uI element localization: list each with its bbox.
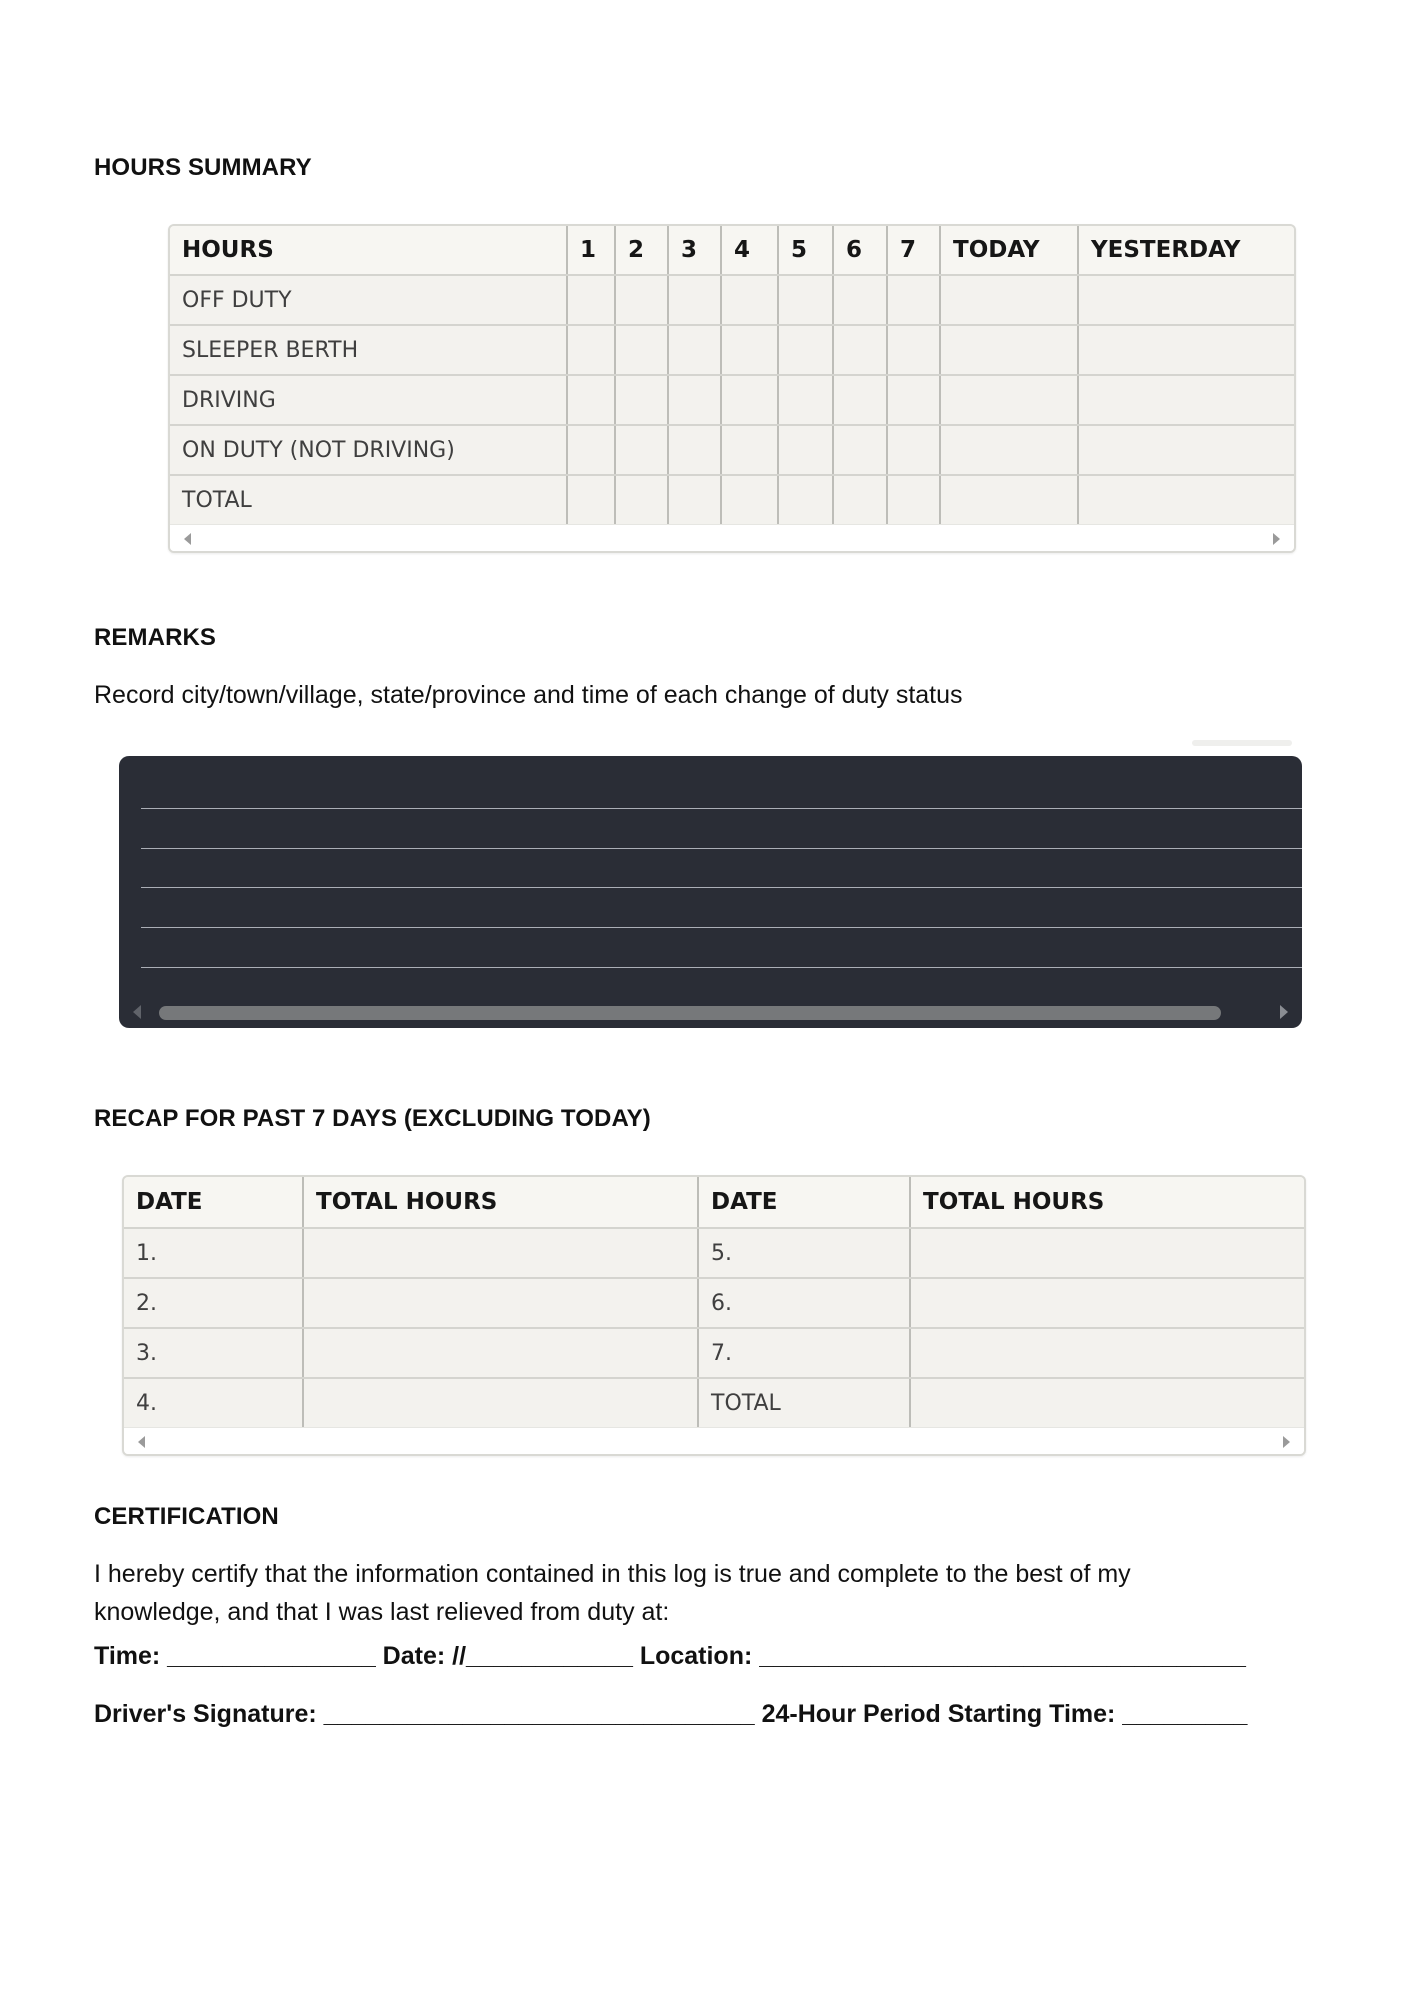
column-header: YESTERDAY	[1078, 226, 1294, 275]
remarks-title: REMARKS	[94, 624, 217, 651]
table-cell[interactable]	[887, 325, 940, 375]
table-cell[interactable]	[940, 375, 1078, 425]
remarks-line	[141, 927, 1302, 928]
hours-summary-title: HOURS SUMMARY	[94, 154, 312, 181]
table-cell[interactable]	[721, 375, 778, 425]
table-cell[interactable]	[615, 375, 668, 425]
table-cell[interactable]	[668, 475, 721, 524]
recap-header-row	[124, 1177, 1304, 1228]
table-row	[170, 375, 1294, 425]
date-label: 1.	[124, 1228, 303, 1278]
total-hours-cell[interactable]	[910, 1228, 1304, 1278]
table-row	[170, 325, 1294, 375]
table-cell[interactable]	[833, 475, 887, 524]
table-cell[interactable]	[833, 425, 887, 475]
column-header: TOTAL HOURS	[910, 1177, 1304, 1228]
table-cell[interactable]	[940, 425, 1078, 475]
table-cell[interactable]	[1078, 375, 1294, 425]
table-cell[interactable]	[567, 275, 615, 325]
column-header: 3	[668, 226, 721, 275]
table-row	[124, 1278, 1304, 1328]
date-label: 6.	[698, 1278, 910, 1328]
column-header: 1	[567, 226, 615, 275]
table-cell[interactable]	[668, 425, 721, 475]
total-hours-cell[interactable]	[910, 1378, 1304, 1427]
scroll-left-icon[interactable]	[133, 1005, 141, 1019]
table-cell[interactable]	[778, 325, 833, 375]
total-hours-cell[interactable]	[303, 1328, 698, 1378]
table-cell[interactable]	[778, 425, 833, 475]
scroll-right-icon[interactable]	[1273, 533, 1280, 545]
total-hours-cell[interactable]	[303, 1278, 698, 1328]
table-cell[interactable]	[778, 475, 833, 524]
table-cell[interactable]	[833, 375, 887, 425]
date-label: 5.	[698, 1228, 910, 1278]
table-row	[124, 1328, 1304, 1378]
column-header: 7	[887, 226, 940, 275]
table-cell[interactable]	[1078, 325, 1294, 375]
table-cell[interactable]	[940, 325, 1078, 375]
hours-header-row	[170, 226, 1294, 275]
row-label: DRIVING	[170, 375, 567, 425]
row-label: ON DUTY (NOT DRIVING)	[170, 425, 567, 475]
table-cell[interactable]	[668, 325, 721, 375]
table-row	[124, 1378, 1304, 1427]
recap-table	[124, 1177, 1304, 1427]
signature-start-time-line[interactable]: Driver's Signature: _______________________________ 24-Hour Period Starting Time: _________	[94, 1700, 1248, 1728]
table-cell[interactable]	[721, 325, 778, 375]
remarks-line	[141, 887, 1302, 888]
date-label: 7.	[698, 1328, 910, 1378]
hours-summary-table	[170, 226, 1294, 524]
table-cell[interactable]	[778, 375, 833, 425]
column-header: 2	[615, 226, 668, 275]
table-cell[interactable]	[1078, 475, 1294, 524]
horizontal-scrollbar[interactable]	[170, 524, 1294, 551]
table-cell[interactable]	[1078, 275, 1294, 325]
date-label: 2.	[124, 1278, 303, 1328]
date-label: TOTAL	[698, 1378, 910, 1427]
hours-summary-table-container	[168, 224, 1296, 553]
column-header: 5	[778, 226, 833, 275]
column-header: TODAY	[940, 226, 1078, 275]
scroll-left-icon[interactable]	[184, 533, 191, 545]
table-cell[interactable]	[887, 425, 940, 475]
table-cell[interactable]	[615, 475, 668, 524]
table-cell[interactable]	[1078, 425, 1294, 475]
remarks-line	[141, 967, 1302, 968]
row-label: TOTAL	[170, 475, 567, 524]
column-header: HOURS	[170, 226, 567, 275]
total-hours-cell[interactable]	[910, 1278, 1304, 1328]
table-cell[interactable]	[833, 325, 887, 375]
column-header: DATE	[698, 1177, 910, 1228]
table-row	[170, 425, 1294, 475]
table-cell[interactable]	[721, 425, 778, 475]
recap-title: RECAP FOR PAST 7 DAYS (EXCLUDING TODAY)	[94, 1105, 651, 1132]
table-cell[interactable]	[940, 475, 1078, 524]
table-cell[interactable]	[668, 375, 721, 425]
table-cell[interactable]	[567, 425, 615, 475]
row-label: OFF DUTY	[170, 275, 567, 325]
certification-title: CERTIFICATION	[94, 1503, 279, 1530]
table-cell[interactable]	[778, 275, 833, 325]
table-cell[interactable]	[721, 275, 778, 325]
table-cell[interactable]	[833, 275, 887, 325]
remarks-line	[141, 848, 1302, 849]
scroll-left-icon[interactable]	[138, 1436, 145, 1448]
scroll-right-icon[interactable]	[1280, 1005, 1288, 1019]
time-date-location-line[interactable]: Time: _______________ Date: //____________ Location: ___________________________________	[94, 1642, 1246, 1670]
table-cell[interactable]	[567, 475, 615, 524]
scrollbar-thumb[interactable]	[159, 1006, 1221, 1020]
table-cell[interactable]	[887, 375, 940, 425]
table-row	[170, 475, 1294, 524]
column-header: 6	[833, 226, 887, 275]
remarks-instruction: Record city/town/village, state/province and time of each change of duty status	[94, 681, 963, 709]
remarks-line	[141, 808, 1302, 809]
scroll-right-icon[interactable]	[1283, 1436, 1290, 1448]
remarks-resize-handle[interactable]	[1192, 740, 1292, 746]
total-hours-cell[interactable]	[910, 1328, 1304, 1378]
table-cell[interactable]	[668, 275, 721, 325]
remarks-textarea[interactable]	[119, 756, 1302, 1028]
certification-statement: I hereby certify that the information contained in this log is true and complete to the best of my knowledge, and that I was last relieved from duty at:	[94, 1560, 1131, 1626]
column-header: 4	[721, 226, 778, 275]
table-cell[interactable]	[887, 275, 940, 325]
date-label: 3.	[124, 1328, 303, 1378]
table-cell[interactable]	[887, 475, 940, 524]
date-label: 4.	[124, 1378, 303, 1427]
total-hours-cell[interactable]	[303, 1378, 698, 1427]
table-row	[124, 1228, 1304, 1278]
table-cell[interactable]	[721, 475, 778, 524]
horizontal-scrollbar[interactable]	[124, 1427, 1304, 1454]
total-hours-cell[interactable]	[303, 1228, 698, 1278]
column-header: DATE	[124, 1177, 303, 1228]
table-cell[interactable]	[940, 275, 1078, 325]
table-row	[170, 275, 1294, 325]
table-cell[interactable]	[615, 325, 668, 375]
table-cell[interactable]	[615, 275, 668, 325]
table-cell[interactable]	[567, 325, 615, 375]
column-header: TOTAL HOURS	[303, 1177, 698, 1228]
table-cell[interactable]	[615, 425, 668, 475]
recap-table-container	[122, 1175, 1306, 1456]
row-label: SLEEPER BERTH	[170, 325, 567, 375]
table-cell[interactable]	[567, 375, 615, 425]
